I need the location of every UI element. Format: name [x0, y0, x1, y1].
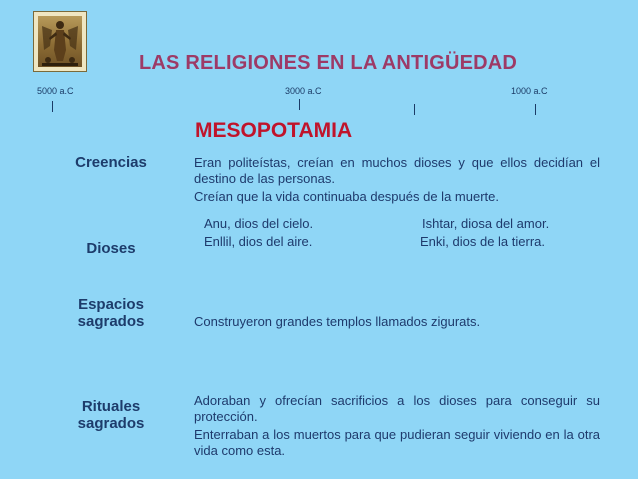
timeline-tick [414, 104, 415, 115]
timeline-label-1000: 1000 a.C [511, 86, 548, 96]
rituales-text-1: Adoraban y ofrecían sacrificios a los dioses para conseguir su protección. [194, 393, 600, 424]
row-label-dioses: Dioses [86, 240, 136, 257]
row-label-line: Rituales [81, 398, 141, 415]
espacios-text: Construyeron grandes templos llamados zigurats. [194, 314, 481, 329]
timeline-tick [299, 99, 300, 110]
creencias-text-2: Creían que la vida continuaba después de la muerte. [194, 189, 499, 204]
god-anu: Anu, dios del cielo. [204, 216, 314, 231]
timeline-label-3000: 3000 a.C [285, 86, 322, 96]
row-label-line: sagrados [77, 415, 145, 432]
god-enllil: Enllil, dios del aire. [204, 234, 313, 249]
row-label-espacios-sagrados [56, 296, 166, 330]
rituales-text-2: Enterraban a los muertos para que pudieran seguir viviendo en la otra vida como esta. [194, 427, 600, 458]
god-enki: Enki, dios de la tierra. [420, 234, 546, 249]
page-title: LAS RELIGIONES EN LA ANTIGÜEDAD [139, 52, 518, 74]
timeline-tick [52, 101, 53, 112]
god-ishtar: Ishtar, diosa del amor. [422, 216, 550, 231]
row-label-creencias: Creencias [75, 154, 147, 171]
row-label-rituales-sagrados [56, 398, 166, 432]
row-label-line: sagrados [77, 313, 145, 330]
creencias-text-1: Eran politeístas, creían en muchos dioses y que ellos decidían el destino de las personas. [194, 155, 600, 186]
timeline-tick [535, 104, 536, 115]
row-label-line: Espacios [78, 296, 144, 313]
timeline-label-5000: 5000 a.C [37, 86, 74, 96]
section-title: MESOPOTAMIA [195, 119, 353, 142]
goddess-relief-image [33, 11, 87, 72]
